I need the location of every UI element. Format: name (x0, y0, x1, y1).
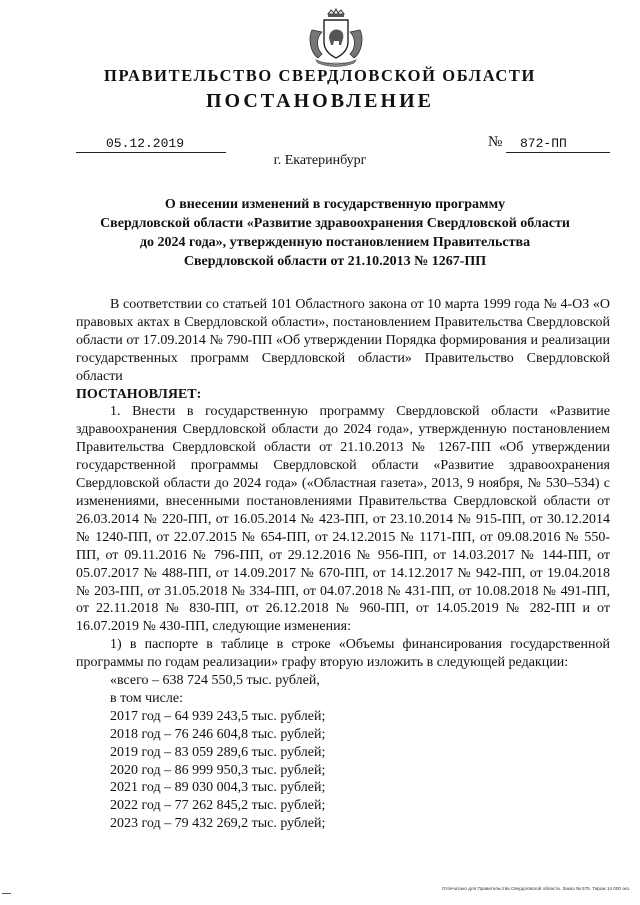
coat-of-arms-icon (304, 8, 368, 68)
funding-year-line: 2017 год – 64 939 243,5 тыс. рублей; (110, 708, 326, 724)
including-label: в том числе: (110, 690, 183, 706)
document-date: 05.12.2019 (106, 136, 185, 151)
document-type: ПОСТАНОВЛЕНИЕ (206, 90, 434, 112)
funding-total: «всего – 638 724 550,5 тыс. рублей, (110, 673, 320, 689)
subitem-1-paragraph: 1) в паспорте в таблице в строке «Объемы финансирования государственной программы по годам реализации» графу вторую изложить в следующей редакции: (76, 637, 610, 671)
document-number: 872-ПП (520, 136, 567, 151)
number-sign: № (488, 134, 503, 150)
preamble-paragraph: В соответствии со статьей 101 Областного закона от 10 марта 1999 года № 4-ОЗ «О правовых актах в Свердловской области», постановлением Правительства Свердловской области от 17.09.2014 № 790-ПП «Об утверждении Порядка формирования и реализации государственных программ Свердловской области» Правительство Свердловской области (76, 297, 610, 384)
heading-line: О внесении изменений в государственную программу (164, 197, 506, 212)
item-1-paragraph: 1. Внести в государственную программу Свердловской области «Развитие здравоохранения Свердловской области до 2024 года», утвержденную постановлением Правительства Свердловской области от 21.10.2013 № 1267-ПП «Об утверждении государственной программы Свердловской области «Развитие здравоохранения Свердловской области до 2024 года» («Областная газета», 2013, 9 ноября, № 530–534) с изменениями, внесенными постановлениями Правительства Свердловской области от 26.03.2014 № 220-ПП, от 16.05.2014 № 423-ПП, от 23.10.2014 № 915-ПП, от 30.12.2014 № 1240-ПП, от 22.07.2015 № 654-ПП, от 24.12.2015 № 1171-ПП, от 09.08.2016 № 550-ПП, от 09.11.2016 № 796-ПП, от 29.12.2016 № 956-ПП, от 14.03.2017 № 144-ПП, от 05.07.2017 № 488-ПП, от 14.09.2017 № 670-ПП, от 14.12.2017 № 942-ПП, от 19.04.2018 № 203-ПП, от 31.05.2018 № 334-ПП, от 04.07.2018 № 431-ПП, от 10.08.2018 № 491-ПП, от 22.11.2018 № 830-ПП, от 26.12.2018 № 960-ПП, от 14.05.2019 № 282-ПП и от 16.07.2019 № 430-ПП, следующие изменения: (76, 404, 610, 635)
funding-year-line: 2023 год – 79 432 269,2 тыс. рублей; (110, 816, 326, 832)
document-date-field (76, 136, 226, 153)
funding-year-line: 2018 год – 76 246 604,8 тыс. рублей; (110, 726, 326, 742)
document-number-field (506, 136, 610, 153)
heading-line: до 2024 года», утвержденную постановлением Правительства (139, 235, 531, 250)
funding-year-line: 2021 год – 89 030 004,3 тыс. рублей; (110, 780, 326, 796)
document-heading (70, 195, 600, 271)
funding-year-line: 2019 год – 83 059 289,6 тыс. рублей; (110, 744, 326, 760)
margin-mark (2, 893, 11, 894)
funding-year-line: 2022 год – 77 262 845,2 тыс. рублей; (110, 798, 326, 814)
funding-year-line: 2020 год – 86 999 950,3 тыс. рублей; (110, 762, 326, 778)
document-body (76, 296, 610, 833)
heading-line: Свердловской области от 21.10.2013 № 1267-ПП (183, 254, 487, 269)
print-note: Отпечатано для Правительства Свердловской области. Заказ № 575. Тираж 14 000 экз. (441, 886, 630, 891)
decree-word: ПОСТАНОВЛЯЕТ: (76, 386, 202, 402)
government-title: ПРАВИТЕЛЬСТВО СВЕРДЛОВСКОЙ ОБЛАСТИ (104, 66, 536, 85)
city-name: г. Екатеринбург (273, 153, 367, 168)
heading-line: Свердловской области «Развитие здравоохранения Свердловской области (100, 216, 570, 231)
